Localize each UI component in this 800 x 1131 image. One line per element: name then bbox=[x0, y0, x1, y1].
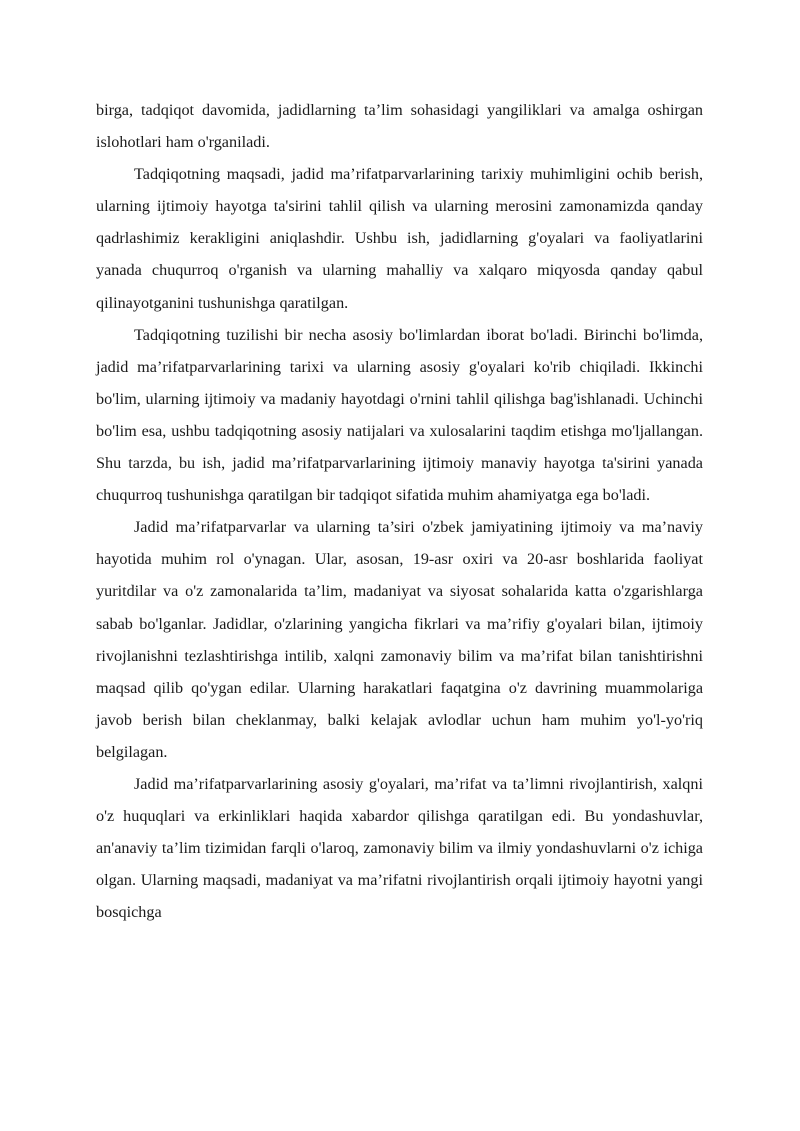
document-page bbox=[96, 94, 703, 928]
paragraph-3: Tadqiqotning tuzilishi bir necha asosiy bo'limlardan iborat bo'ladi. Birinchi bo'limda, jadid ma’rifatparvarlarining tarixi va ularning asosiy g'oyalari ko'rib chiqiladi. Ikkinchi bo'lim, ularning ijtimoiy va madaniy hayotdagi o'rnini tahlil qilishga bag'ishlanadi. Uchinchi bo'lim esa, ushbu tadqiqotning asosiy natijalari va xulosalarini taqdim etishga mo'ljallangan. Shu tarzda, bu ish, jadid ma’rifatparvarlarining ijtimoiy manaviy hayotga ta'sirini yanada chuqurroq tushunishga qaratilgan bir tadqiqot sifatida muhim ahamiyatga ega bo'ladi. bbox=[96, 325, 703, 505]
paragraph-4: Jadid ma’rifatparvarlar va ularning ta’siri o'zbek jamiyatining ijtimoiy va ma’naviy hayotida muhim rol o'ynagan. Ular, asosan, 19-asr oxiri va 20-asr boshlarida faoliyat yuritdilar va o'z zamonalarida ta’lim, madaniyat va siyosat sohalarida katta o'zgarishlarga sabab bo'lganlar. Jadidlar, o'zlarining yangicha fikrlari va ma’rifiy g'oyalari bilan, ijtimoiy rivojlanishni tezlashtirishga intilib, xalqni zamonaviy bilim va ma’rifat bilan tanishtirishni maqsad qilib qo'ygan edilar. Ularning harakatlari faqatgina o'z davrining muammolariga javob berish bilan cheklanmay, balki kelajak avlodlar uchun ham muhim yo'l-yo'riq belgilagan. bbox=[96, 518, 703, 761]
paragraph-5: Jadid ma’rifatparvarlarining asosiy g'oyalari, ma’rifat va ta’limni rivojlantirish, xalqni o'z huquqlari va erkinliklari haqida xabardor qilishga qaratilgan edi. Bu yondashuvlar, an'anaviy ta’lim tizimidan farqli o'laroq, zamonaviy bilim va ilmiy yondashuvlarni o'z ichiga olgan. Ularning maqsadi, madaniyat va ma’rifatni rivojlantirish orqali ijtimoiy hayotni yangi bosqichga bbox=[96, 774, 703, 922]
paragraph-2: Tadqiqotning maqsadi, jadid ma’rifatparvarlarining tarixiy muhimligini ochib berish, ularning ijtimoiy hayotga ta'sirini tahlil qilish va ularning merosini zamonamizda qanday qadrlashimiz kerakligini aniqlashdir. Ushbu ish, jadidlarning g'oyalari va faoliyatlarini yanada chuqurroq o'rganish va ularning mahalliy va xalqaro miqyosda qanday qabul qilinayotganini tushunishga qaratilgan. bbox=[96, 165, 703, 312]
paragraph-1: birga, tadqiqot davomida, jadidlarning ta’lim sohasidagi yangiliklari va amalga oshirgan islohotlari ham o'rganiladi. bbox=[96, 101, 703, 152]
